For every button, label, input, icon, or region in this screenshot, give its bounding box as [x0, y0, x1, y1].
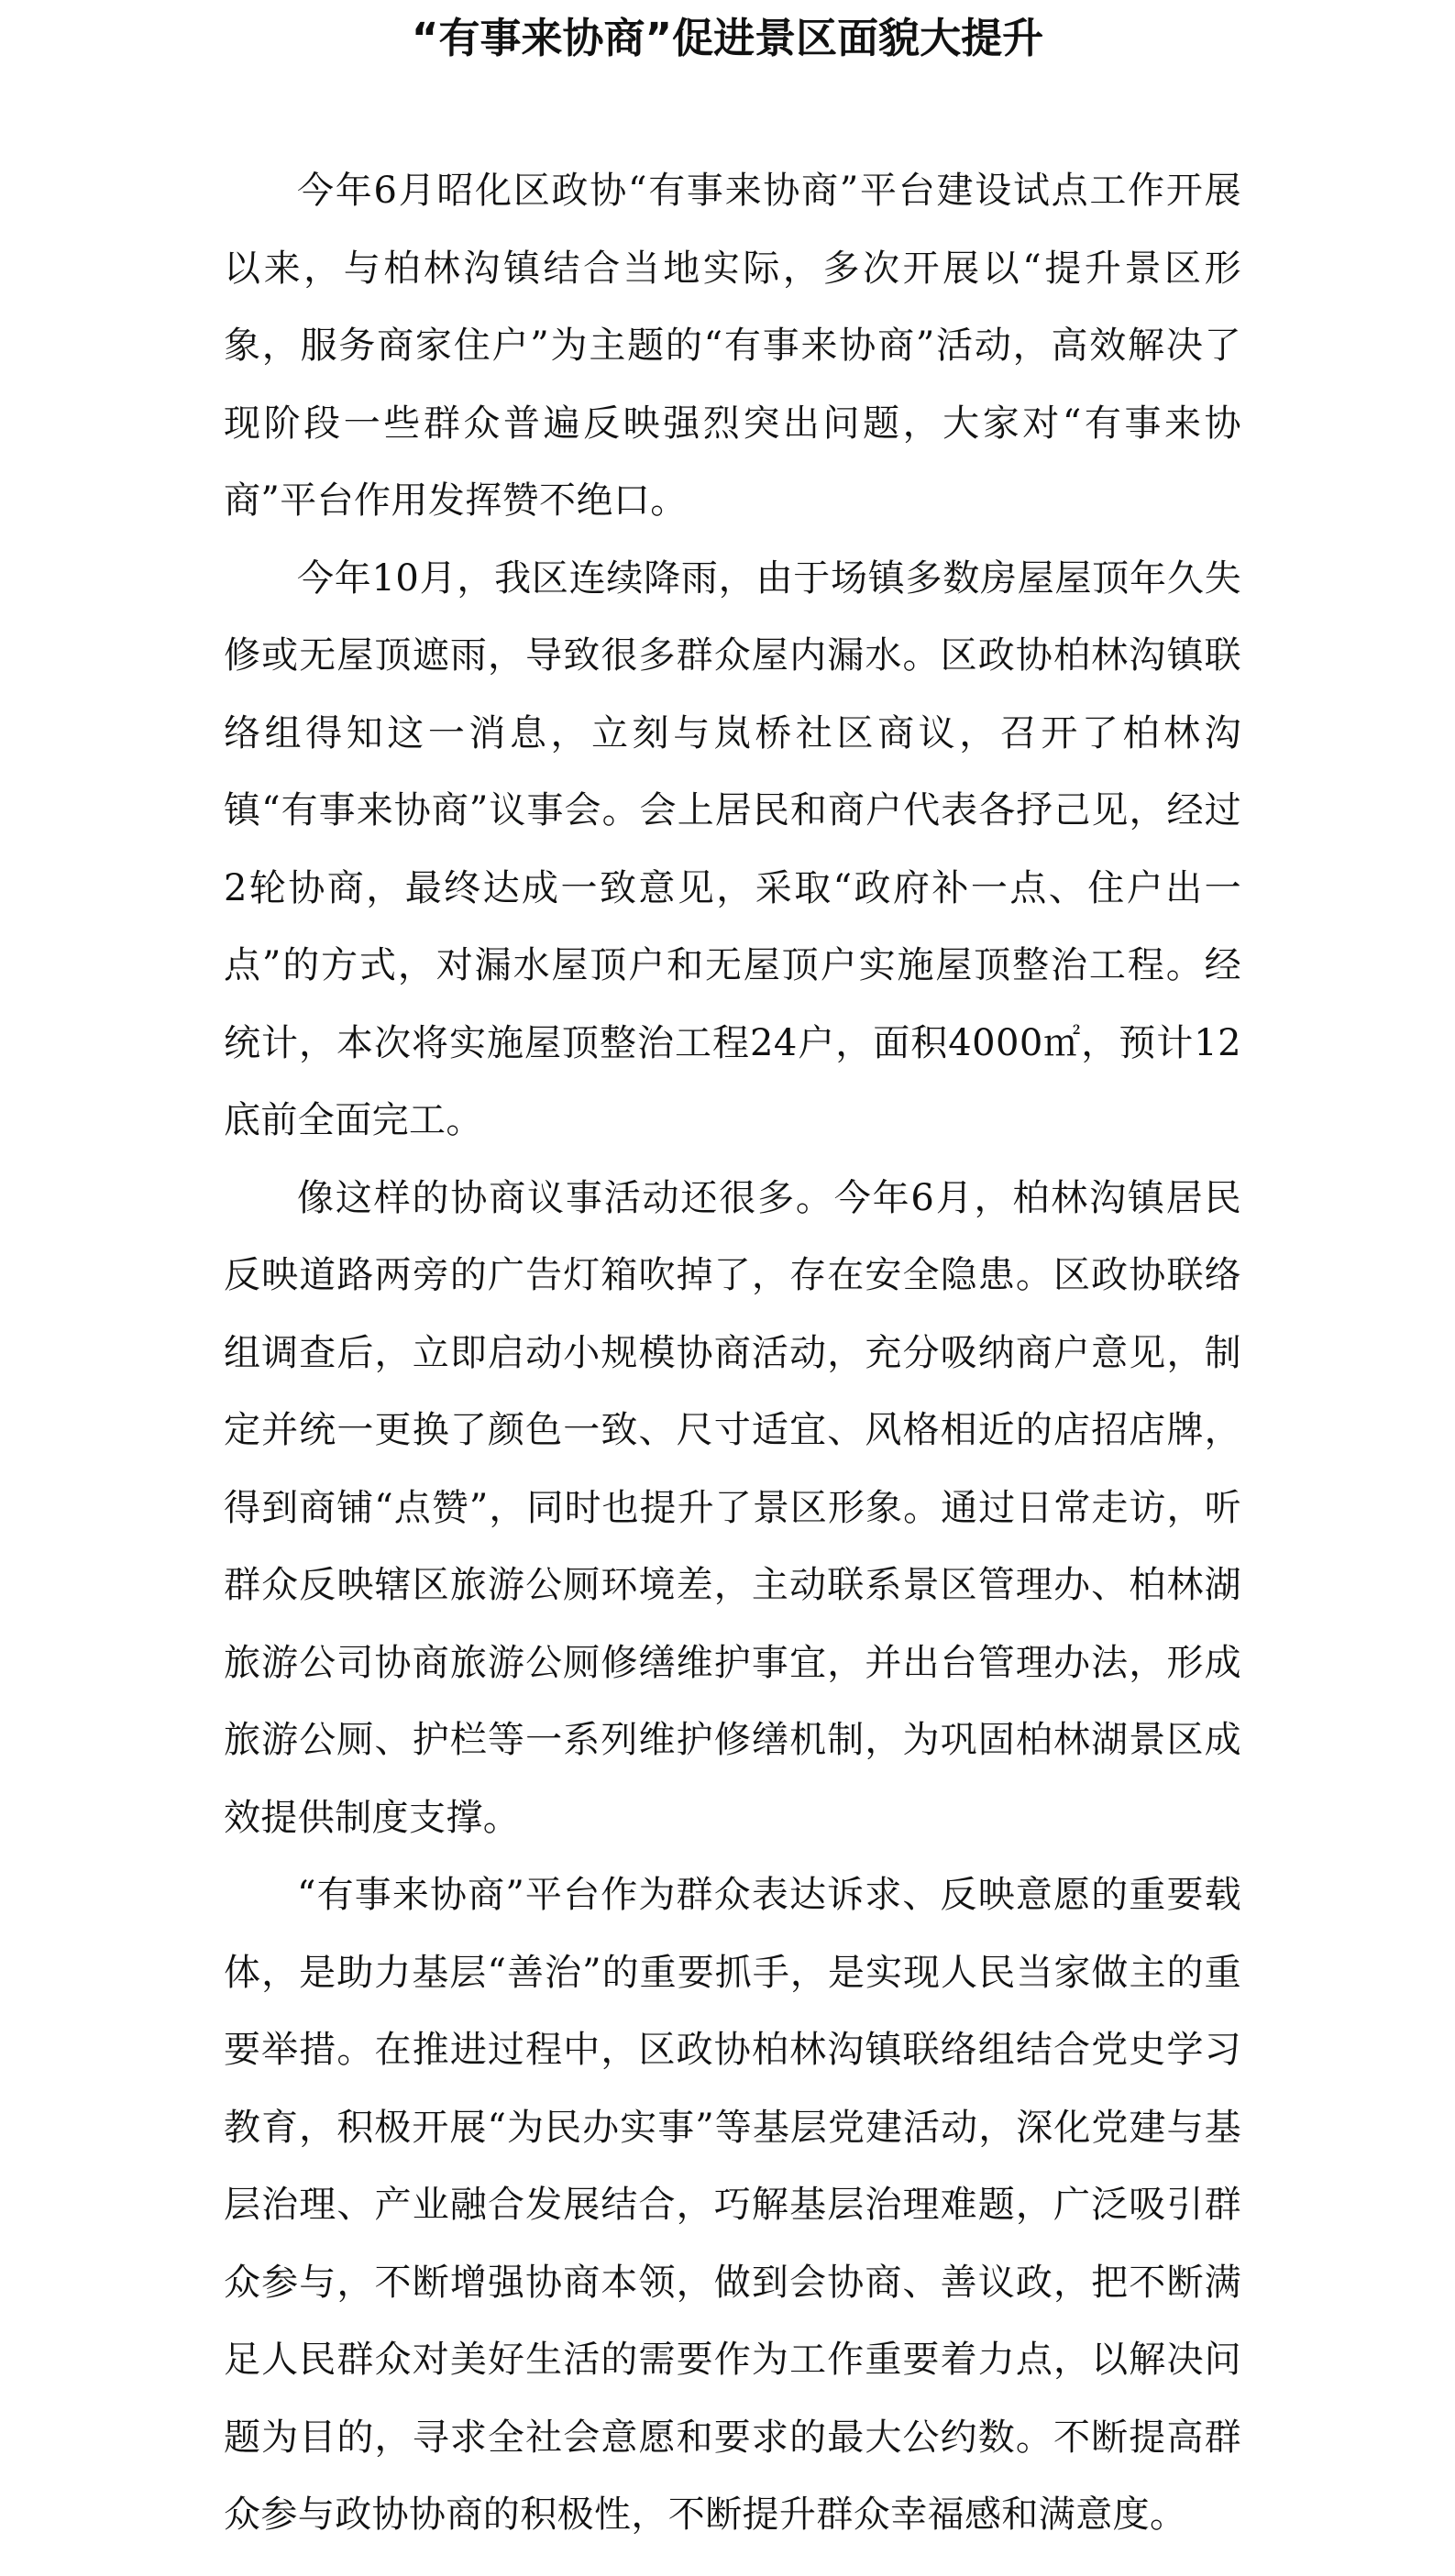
document-title: “有事来协商”促进景区面貌大提升	[411, 14, 1044, 62]
paragraph-1: 今年6月昭化区政协“有事来协商”平台建设试点工作开展以来，与柏林沟镇结合当地实际，多次开展以“提升景区形象，服务商家住户”为主题的“有事来协商”活动，高效解决了现阶段一些群众普遍反映强烈突出问题，大家对“有事来协商”平台作用发挥赞不绝口。	[224, 170, 1241, 522]
paragraph-2: 今年10月，我区连续降雨，由于场镇多数房屋屋顶年久失修或无屋顶遮雨，导致很多群众屋内漏水。区政协柏林沟镇联络组得知这一消息，立刻与岚桥社区商议，召开了柏林沟镇“有事来协商”议事会。会上居民和商户代表各抒己见，经过2轮协商，最终达成一致意见，采取“政府补一点、住户出一点”的方式，对漏水屋顶户和无屋顶户实施屋顶整治工程。经统计，本次将实施屋顶整治工程24户，面积4000㎡，预计12底前全面完工。	[224, 556, 1241, 1141]
document-body	[224, 152, 1241, 2554]
paragraph-4: “有事来协商”平台作为群众表达诉求、反映意愿的重要载体，是助力基层“善治”的重要抓手，是实现人民当家做主的重要举措。在推进过程中，区政协柏林沟镇联络组结合党史学习教育，积极开展“为民办实事”等基层党建活动，深化党建与基层治理、产业融合发展结合，巧解基层治理难题，广泛吸引群众参与，不断增强协商本领，做到会协商、善议政，把不断满足人民群众对美好生活的需要作为工作重要着力点，以解决问题为目的，寻求全社会意愿和要求的最大公约数。不断提高群众参与政协协商的积极性，不断提升群众幸福感和满意度。	[224, 1874, 1241, 2536]
paragraph-3: 像这样的协商议事活动还很多。今年6月，柏林沟镇居民反映道路两旁的广告灯箱吹掉了，存在安全隐患。区政协联络组调查后，立即启动小规模协商活动，充分吸纳商户意见，制定并统一更换了颜色一致、尺寸适宜、风格相近的店招店牌，得到商铺“点赞”，同时也提升了景区形象。通过日常走访，听群众反映辖区旅游公厕环境差，主动联系景区管理办、柏林湖旅游公司协商旅游公厕修缮维护事宜，并出台管理办法，形成旅游公厕、护栏等一系列维护修缮机制，为巩固柏林湖景区成效提供制度支撑。	[224, 1176, 1241, 1839]
